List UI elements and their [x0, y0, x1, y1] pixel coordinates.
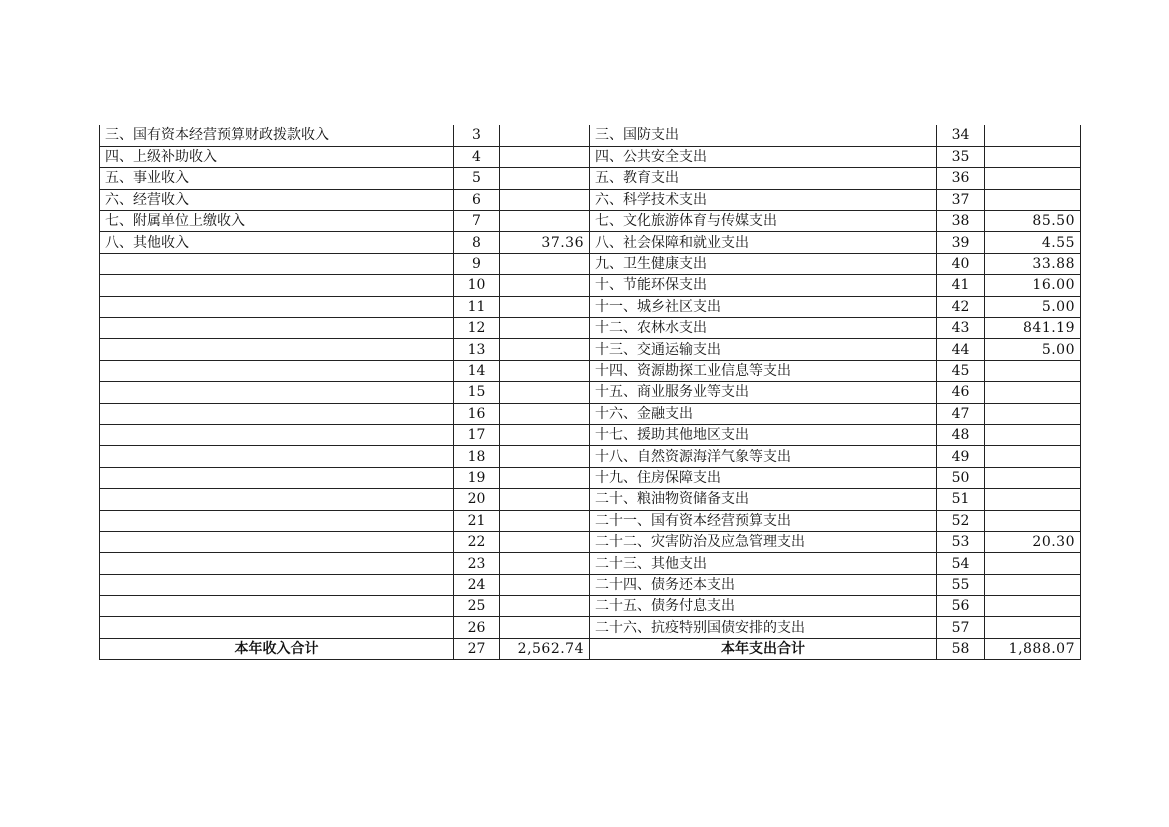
budget-table	[99, 125, 1081, 660]
table-row	[100, 403, 1081, 424]
income-amount-cell	[500, 189, 590, 210]
income-total-amount: 2,562.74	[500, 638, 590, 659]
income-item-cell	[100, 296, 454, 317]
expense-item-cell: 十三、交通运输支出	[590, 339, 937, 360]
table-row	[100, 596, 1081, 617]
income-amount-cell	[500, 360, 590, 381]
table-row	[100, 189, 1081, 210]
expense-line-no-cell: 41	[937, 275, 985, 296]
income-item-cell: 八、其他收入	[100, 232, 454, 253]
expense-item-cell: 二十二、灾害防治及应急管理支出	[590, 531, 937, 552]
income-amount-cell	[500, 574, 590, 595]
income-line-no-cell: 20	[454, 489, 500, 510]
expense-item-cell: 六、科学技术支出	[590, 189, 937, 210]
income-amount-cell	[500, 125, 590, 146]
income-item-cell: 五、事业收入	[100, 168, 454, 189]
expense-item-cell: 五、教育支出	[590, 168, 937, 189]
income-amount-cell	[500, 146, 590, 167]
expense-line-no-cell: 49	[937, 446, 985, 467]
table-row	[100, 318, 1081, 339]
income-line-no-cell: 17	[454, 424, 500, 445]
income-line-no-cell: 9	[454, 253, 500, 274]
income-item-cell	[100, 403, 454, 424]
expense-item-cell: 十一、城乡社区支出	[590, 296, 937, 317]
expense-amount-cell	[985, 189, 1081, 210]
expense-item-cell: 十、节能环保支出	[590, 275, 937, 296]
expense-line-no-cell: 50	[937, 467, 985, 488]
expense-line-no-cell: 56	[937, 596, 985, 617]
income-line-no-cell: 23	[454, 553, 500, 574]
income-line-no-cell: 24	[454, 574, 500, 595]
income-item-cell	[100, 531, 454, 552]
income-line-no-cell: 26	[454, 617, 500, 638]
expense-line-no-cell: 51	[937, 489, 985, 510]
expense-line-no-cell: 38	[937, 211, 985, 232]
expense-amount-cell	[985, 596, 1081, 617]
income-line-no-cell: 12	[454, 318, 500, 339]
income-amount-cell	[500, 382, 590, 403]
income-line-no-cell: 15	[454, 382, 500, 403]
table-row	[100, 574, 1081, 595]
income-item-cell: 四、上级补助收入	[100, 146, 454, 167]
income-line-no-cell: 19	[454, 467, 500, 488]
expense-line-no-cell: 53	[937, 531, 985, 552]
table-row	[100, 232, 1081, 253]
income-line-no-cell: 21	[454, 510, 500, 531]
income-item-cell	[100, 339, 454, 360]
expense-item-cell: 四、公共安全支出	[590, 146, 937, 167]
expense-line-no-cell: 39	[937, 232, 985, 253]
expense-amount-cell: 5.00	[985, 296, 1081, 317]
expense-item-cell: 十九、住房保障支出	[590, 467, 937, 488]
income-total-label: 本年收入合计	[100, 638, 454, 659]
table-row	[100, 446, 1081, 467]
expense-line-no-cell: 43	[937, 318, 985, 339]
income-amount-cell	[500, 296, 590, 317]
income-item-cell	[100, 596, 454, 617]
income-total-line-no: 27	[454, 638, 500, 659]
income-item-cell	[100, 489, 454, 510]
income-amount-cell	[500, 253, 590, 274]
income-amount-cell	[500, 275, 590, 296]
income-line-no-cell: 3	[454, 125, 500, 146]
income-amount-cell	[500, 424, 590, 445]
expense-line-no-cell: 55	[937, 574, 985, 595]
expense-amount-cell	[985, 125, 1081, 146]
table-row	[100, 510, 1081, 531]
expense-amount-cell: 4.55	[985, 232, 1081, 253]
expense-amount-cell: 841.19	[985, 318, 1081, 339]
expense-amount-cell: 85.50	[985, 211, 1081, 232]
expense-amount-cell	[985, 424, 1081, 445]
income-line-no-cell: 16	[454, 403, 500, 424]
expense-amount-cell: 33.88	[985, 253, 1081, 274]
table-row	[100, 339, 1081, 360]
table-row	[100, 296, 1081, 317]
table-row	[100, 489, 1081, 510]
income-item-cell: 三、国有资本经营预算财政拨款收入	[100, 125, 454, 146]
expense-line-no-cell: 54	[937, 553, 985, 574]
income-item-cell	[100, 360, 454, 381]
expense-amount-cell	[985, 382, 1081, 403]
income-line-no-cell: 14	[454, 360, 500, 381]
income-item-cell	[100, 253, 454, 274]
table-row	[100, 531, 1081, 552]
income-item-cell	[100, 574, 454, 595]
expense-item-cell: 十八、自然资源海洋气象等支出	[590, 446, 937, 467]
expense-line-no-cell: 34	[937, 125, 985, 146]
expense-amount-cell	[985, 168, 1081, 189]
expense-total-label: 本年支出合计	[590, 638, 937, 659]
table-row	[100, 360, 1081, 381]
income-item-cell	[100, 446, 454, 467]
table-row	[100, 125, 1081, 146]
income-line-no-cell: 5	[454, 168, 500, 189]
income-item-cell	[100, 275, 454, 296]
expense-total-amount: 1,888.07	[985, 638, 1081, 659]
income-amount-cell	[500, 339, 590, 360]
expense-item-cell: 二十三、其他支出	[590, 553, 937, 574]
income-amount-cell	[500, 318, 590, 339]
table-row	[100, 382, 1081, 403]
expense-item-cell: 九、卫生健康支出	[590, 253, 937, 274]
expense-line-no-cell: 42	[937, 296, 985, 317]
income-item-cell	[100, 510, 454, 531]
income-line-no-cell: 10	[454, 275, 500, 296]
income-amount-cell	[500, 553, 590, 574]
expense-amount-cell	[985, 574, 1081, 595]
income-amount-cell	[500, 596, 590, 617]
expense-item-cell: 二十一、国有资本经营预算支出	[590, 510, 937, 531]
income-line-no-cell: 6	[454, 189, 500, 210]
income-item-cell	[100, 382, 454, 403]
expense-amount-cell: 16.00	[985, 275, 1081, 296]
income-item-cell	[100, 617, 454, 638]
expense-line-no-cell: 36	[937, 168, 985, 189]
expense-item-cell: 三、国防支出	[590, 125, 937, 146]
total-row	[100, 638, 1081, 659]
expense-line-no-cell: 40	[937, 253, 985, 274]
income-item-cell: 六、经营收入	[100, 189, 454, 210]
income-line-no-cell: 4	[454, 146, 500, 167]
expense-line-no-cell: 37	[937, 189, 985, 210]
income-line-no-cell: 11	[454, 296, 500, 317]
expense-amount-cell	[985, 146, 1081, 167]
table-row	[100, 553, 1081, 574]
table-row	[100, 617, 1081, 638]
income-item-cell: 七、附属单位上缴收入	[100, 211, 454, 232]
income-amount-cell	[500, 403, 590, 424]
table-row	[100, 424, 1081, 445]
expense-item-cell: 二十四、债务还本支出	[590, 574, 937, 595]
income-amount-cell	[500, 467, 590, 488]
expense-item-cell: 十二、农林水支出	[590, 318, 937, 339]
expense-line-no-cell: 48	[937, 424, 985, 445]
expense-line-no-cell: 46	[937, 382, 985, 403]
expense-item-cell: 十七、援助其他地区支出	[590, 424, 937, 445]
expense-amount-cell	[985, 446, 1081, 467]
income-line-no-cell: 7	[454, 211, 500, 232]
expense-total-line-no: 58	[937, 638, 985, 659]
table-row	[100, 168, 1081, 189]
expense-line-no-cell: 52	[937, 510, 985, 531]
expense-item-cell: 二十、粮油物资储备支出	[590, 489, 937, 510]
table-row	[100, 275, 1081, 296]
expense-line-no-cell: 44	[937, 339, 985, 360]
income-item-cell	[100, 553, 454, 574]
expense-line-no-cell: 45	[937, 360, 985, 381]
income-line-no-cell: 22	[454, 531, 500, 552]
income-amount-cell	[500, 211, 590, 232]
income-item-cell	[100, 318, 454, 339]
expense-item-cell: 二十五、债务付息支出	[590, 596, 937, 617]
expense-line-no-cell: 47	[937, 403, 985, 424]
expense-line-no-cell: 35	[937, 146, 985, 167]
income-line-no-cell: 13	[454, 339, 500, 360]
income-amount-cell: 37.36	[500, 232, 590, 253]
income-line-no-cell: 25	[454, 596, 500, 617]
table-row	[100, 467, 1081, 488]
expense-amount-cell	[985, 403, 1081, 424]
table-row	[100, 146, 1081, 167]
income-amount-cell	[500, 489, 590, 510]
expense-amount-cell: 20.30	[985, 531, 1081, 552]
budget-table-body	[100, 125, 1081, 660]
income-item-cell	[100, 467, 454, 488]
income-amount-cell	[500, 168, 590, 189]
income-amount-cell	[500, 531, 590, 552]
expense-item-cell: 八、社会保障和就业支出	[590, 232, 937, 253]
expense-item-cell: 十六、金融支出	[590, 403, 937, 424]
expense-amount-cell	[985, 467, 1081, 488]
expense-item-cell: 十四、资源勘探工业信息等支出	[590, 360, 937, 381]
income-amount-cell	[500, 510, 590, 531]
income-amount-cell	[500, 446, 590, 467]
expense-amount-cell	[985, 489, 1081, 510]
income-line-no-cell: 8	[454, 232, 500, 253]
table-row	[100, 253, 1081, 274]
income-line-no-cell: 18	[454, 446, 500, 467]
income-amount-cell	[500, 617, 590, 638]
expense-item-cell: 七、文化旅游体育与传媒支出	[590, 211, 937, 232]
expense-item-cell: 二十六、抗疫特别国债安排的支出	[590, 617, 937, 638]
expense-amount-cell	[985, 360, 1081, 381]
expense-amount-cell	[985, 617, 1081, 638]
table-row	[100, 211, 1081, 232]
expense-amount-cell: 5.00	[985, 339, 1081, 360]
expense-line-no-cell: 57	[937, 617, 985, 638]
expense-item-cell: 十五、商业服务业等支出	[590, 382, 937, 403]
income-item-cell	[100, 424, 454, 445]
expense-amount-cell	[985, 553, 1081, 574]
expense-amount-cell	[985, 510, 1081, 531]
